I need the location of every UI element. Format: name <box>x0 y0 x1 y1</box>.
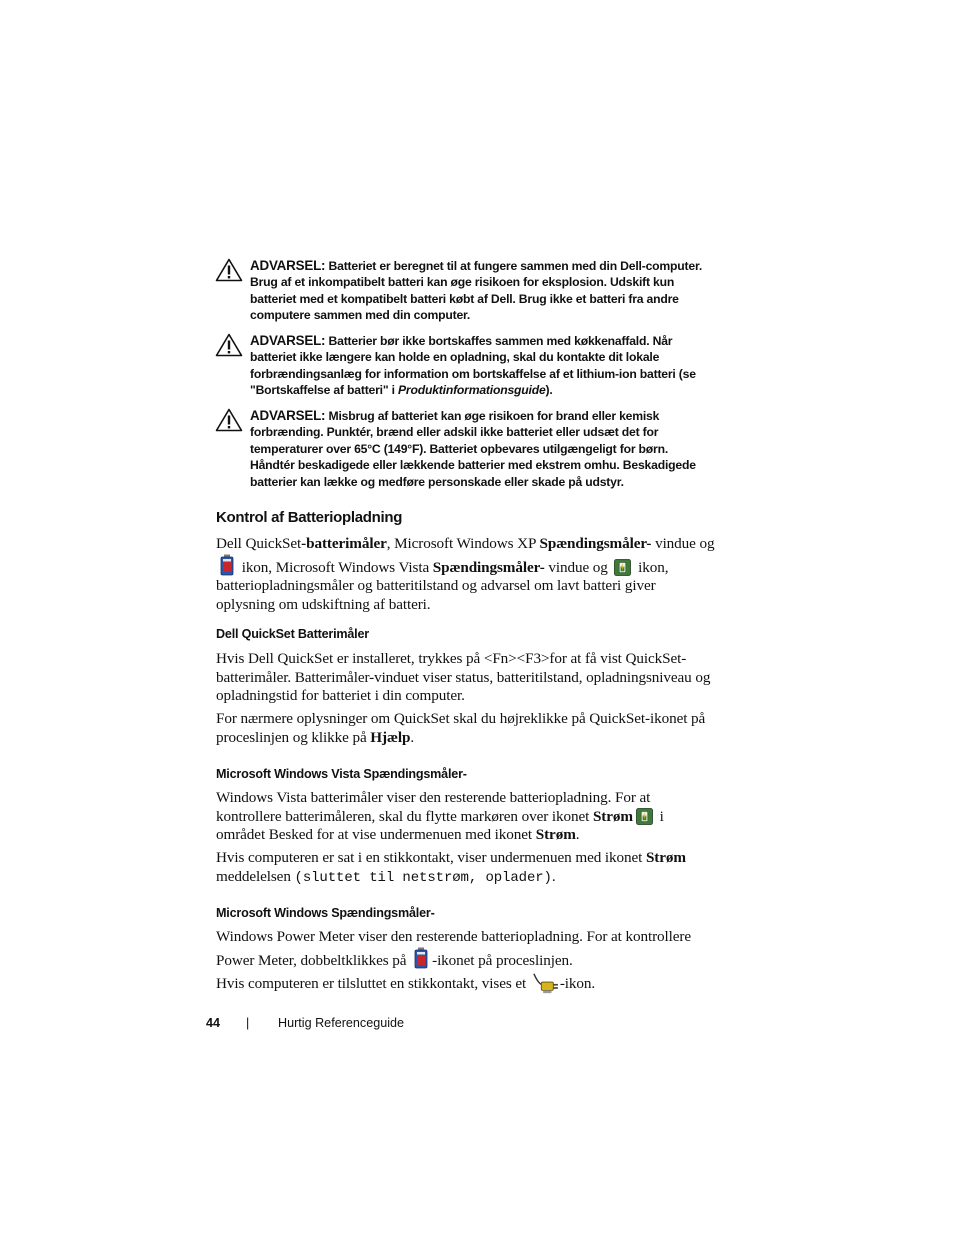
warning-label: ADVARSEL: <box>250 258 326 273</box>
warning-label: ADVARSEL: <box>250 333 326 348</box>
warning-block-2 <box>215 333 715 399</box>
warning-text: Batterier bør ikke bortskaffes sammen med køkkenaffald. Når batteriet ikke længere kan holde en opladning, skal du kontakte dit lokale forbrændingsanlæg for information om bortskaffelse af et lithium-ion batteri (se "Bortskaffelse af batteri" i <box>250 334 696 398</box>
vista-paragraph-1: Windows Vista batterimåler viser den resterende batteriopladning. For at kontrollere batterimåleren, skal du flytte markøren over ikonet Strøm i området Besked for at vise undermenuen med ikonet Strøm. <box>216 789 664 844</box>
charging-message: (sluttet til netstrøm, oplader) <box>294 869 552 886</box>
quickset-heading: Dell QuickSet Batterimåler <box>216 627 369 641</box>
xp-heading: Microsoft Windows Spændingsmåler- <box>216 906 435 920</box>
quickset-paragraph-1: Hvis Dell QuickSet er installeret, trykkes på <Fn><F3>for at få vist QuickSet-batterimåler. Batterimåler-vinduet viser status, batteritilstand, opladningsniveau og opladningstid for batteriet i din computer. <box>216 650 711 705</box>
warning-triangle-icon <box>215 333 243 357</box>
warning-block-3 <box>215 408 715 490</box>
vista-heading: Microsoft Windows Vista Spændingsmåler- <box>216 767 467 781</box>
guide-reference: Produktinformationsguide <box>398 383 546 398</box>
warning-triangle-icon <box>215 408 243 432</box>
warning-text-end: ). <box>545 383 553 398</box>
xp-paragraph-2: Hvis computeren er tilsluttet en stikkontakt, vises et -ikon. <box>216 971 716 995</box>
battery-meter-icon <box>219 554 235 576</box>
quickset-paragraph-2: For nærmere oplysninger om QuickSet skal du højreklikke på QuickSet-ikonet på proceslinjen og klikke på Hjælp. <box>216 710 706 746</box>
section-title: Kontrol af Batteriopladning <box>216 509 403 526</box>
warning-triangle-icon <box>215 258 243 282</box>
section-intro: Dell QuickSet-batterimåler, Microsoft Windows XP Spændingsmåler- vindue og ikon, Microsoft Windows Vista Spændingsmåler- vindue og ikon, batteriopladningsmåler og batteritilstand og advarsel om lavt batteri giver oplysning om udskiftning af batteri. <box>216 535 715 613</box>
power-icon <box>614 559 631 576</box>
warning-label: ADVARSEL: <box>250 408 326 423</box>
warning-text: Misbrug af batteriet kan øge risikoen for brand eller kemisk forbrænding. Punktér, brænd eller adskil ikke batteriet eller udsæt det for temperaturer over 65°C (149°F). Batteriet opbevares utilgængeligt for børn. Håndtér beskadigede eller lækkende batterier med ekstrem omhu. Beskadigede batterier kan lække og medføre personskade eller skade på udstyr. <box>250 409 696 489</box>
battery-meter-icon <box>413 947 429 969</box>
page-number: 44 <box>206 1016 221 1030</box>
vista-paragraph-2: Hvis computeren er sat i en stikkontakt, viser undermenuen med ikonet Strøm meddelelsen (sluttet til netstrøm, oplader). <box>216 849 686 886</box>
warning-text: Batteriet er beregnet til at fungere sammen med din Dell-computer. Brug af et inkompatibelt batteri kan øge risikoen for eksplosion. Udskift kun batteriet med et kompatibelt batteri købt af Dell. Brug ikke et batteri fra andre computere sammen med din computer. <box>250 259 703 323</box>
ac-plug-icon <box>531 971 559 995</box>
footer-separator: | <box>246 1016 250 1030</box>
warning-block-1 <box>215 258 715 324</box>
xp-paragraph-1: Windows Power Meter viser den resterende batteriopladning. For at kontrollere Power Meter, dobbeltklikkes på -ikonet på proceslinjen. <box>216 928 692 969</box>
power-icon <box>636 808 653 825</box>
footer-guide-title: Hurtig Referenceguide <box>278 1016 405 1030</box>
